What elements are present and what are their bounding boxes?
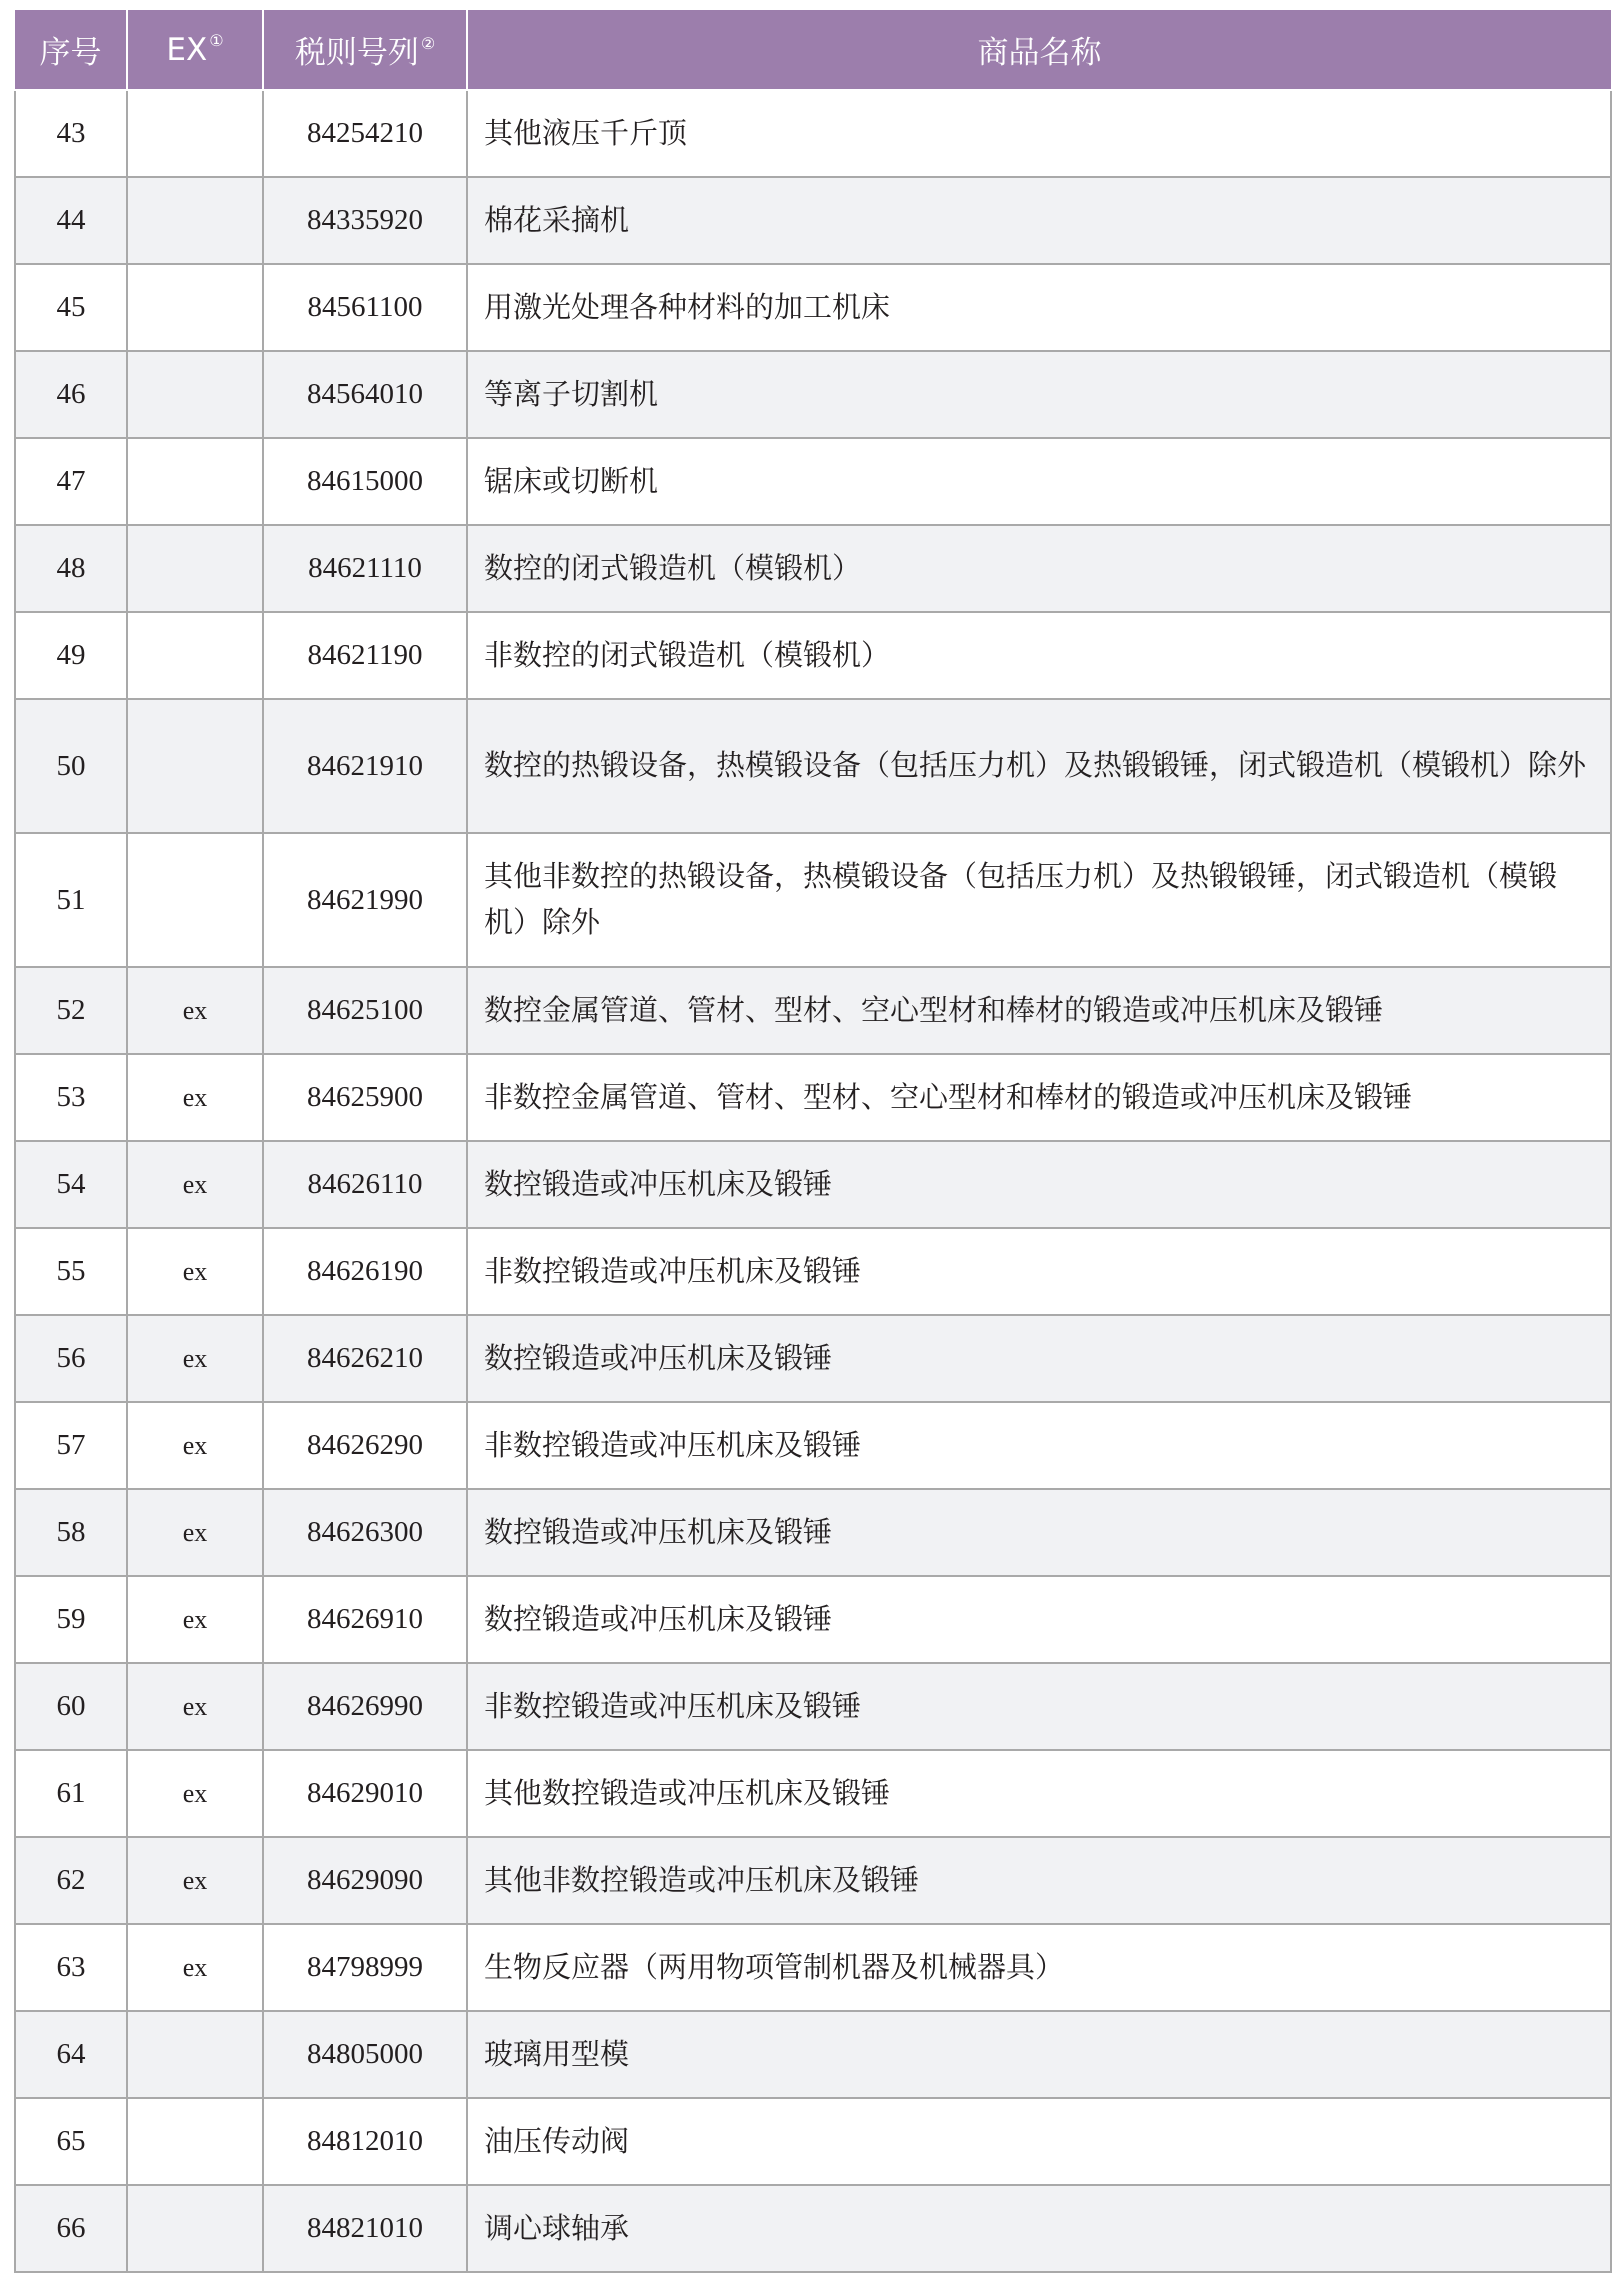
table-row	[15, 1576, 1611, 1663]
cell-ex	[127, 525, 263, 612]
cell-seq: 44	[15, 177, 127, 264]
table-row	[15, 1924, 1611, 2011]
table-row	[15, 1489, 1611, 1576]
cell-tariff-code: 84626190	[263, 1228, 467, 1315]
cell-tariff-code: 84626910	[263, 1576, 467, 1663]
cell-ex: ex	[127, 1054, 263, 1141]
cell-tariff-code: 84629010	[263, 1750, 467, 1837]
cell-seq: 61	[15, 1750, 127, 1837]
cell-tariff-code: 84821010	[263, 2185, 467, 2272]
cell-product-name: 数控锻造或冲压机床及锻锤	[467, 1489, 1611, 1576]
cell-ex	[127, 177, 263, 264]
cell-ex	[127, 351, 263, 438]
cell-product-name: 非数控锻造或冲压机床及锻锤	[467, 1402, 1611, 1489]
cell-seq: 50	[15, 699, 127, 833]
cell-seq: 46	[15, 351, 127, 438]
footnote-marker-2: ②	[420, 34, 436, 53]
cell-product-name: 用激光处理各种材料的加工机床	[467, 264, 1611, 351]
cell-ex: ex	[127, 1489, 263, 1576]
cell-seq: 56	[15, 1315, 127, 1402]
cell-product-name: 数控锻造或冲压机床及锻锤	[467, 1576, 1611, 1663]
cell-seq: 66	[15, 2185, 127, 2272]
cell-product-name: 其他数控锻造或冲压机床及锻锤	[467, 1750, 1611, 1837]
cell-ex	[127, 699, 263, 833]
cell-tariff-code: 84561100	[263, 264, 467, 351]
table-row	[15, 2098, 1611, 2185]
cell-product-name: 数控锻造或冲压机床及锻锤	[467, 1141, 1611, 1228]
cell-tariff-code: 84626300	[263, 1489, 467, 1576]
cell-tariff-code: 84615000	[263, 438, 467, 525]
header-tariff-code: 税则号列 ②	[263, 10, 467, 90]
cell-product-name: 其他非数控的热锻设备，热模锻设备（包括压力机）及热锻锻锤，闭式锻造机（模锻机）除外	[467, 833, 1611, 967]
table-row	[15, 1663, 1611, 1750]
cell-seq: 63	[15, 1924, 127, 2011]
cell-seq: 57	[15, 1402, 127, 1489]
table-row	[15, 612, 1611, 699]
cell-seq: 52	[15, 967, 127, 1054]
table-row	[15, 264, 1611, 351]
cell-product-name: 非数控的闭式锻造机（模锻机）	[467, 612, 1611, 699]
cell-tariff-code: 84626290	[263, 1402, 467, 1489]
cell-ex	[127, 2185, 263, 2272]
cell-tariff-code: 84621910	[263, 699, 467, 833]
cell-product-name: 数控锻造或冲压机床及锻锤	[467, 1315, 1611, 1402]
header-product-name: 商品名称	[467, 10, 1611, 90]
cell-tariff-code: 84626110	[263, 1141, 467, 1228]
cell-ex: ex	[127, 1228, 263, 1315]
cell-tariff-code: 84805000	[263, 2011, 467, 2098]
cell-tariff-code: 84626210	[263, 1315, 467, 1402]
cell-seq: 59	[15, 1576, 127, 1663]
cell-tariff-code: 84798999	[263, 1924, 467, 2011]
cell-ex: ex	[127, 1924, 263, 2011]
table-row	[15, 1054, 1611, 1141]
cell-tariff-code: 84625100	[263, 967, 467, 1054]
cell-product-name: 数控的闭式锻造机（模锻机）	[467, 525, 1611, 612]
table-row	[15, 2011, 1611, 2098]
cell-tariff-code: 84629090	[263, 1837, 467, 1924]
cell-seq: 45	[15, 264, 127, 351]
header-row	[15, 10, 1611, 90]
cell-seq: 65	[15, 2098, 127, 2185]
cell-ex: ex	[127, 1663, 263, 1750]
cell-tariff-code: 84621990	[263, 833, 467, 967]
table-body	[15, 90, 1611, 2272]
cell-ex: ex	[127, 1315, 263, 1402]
table-row	[15, 177, 1611, 264]
cell-seq: 54	[15, 1141, 127, 1228]
cell-tariff-code: 84626990	[263, 1663, 467, 1750]
table-row	[15, 2185, 1611, 2272]
table-row	[15, 1228, 1611, 1315]
cell-tariff-code: 84564010	[263, 351, 467, 438]
cell-product-name: 其他非数控锻造或冲压机床及锻锤	[467, 1837, 1611, 1924]
table-row	[15, 833, 1611, 967]
header-seq: 序号	[15, 10, 127, 90]
cell-ex	[127, 264, 263, 351]
cell-seq: 48	[15, 525, 127, 612]
cell-ex: ex	[127, 1750, 263, 1837]
cell-ex: ex	[127, 1141, 263, 1228]
cell-seq: 60	[15, 1663, 127, 1750]
cell-product-name: 玻璃用型模	[467, 2011, 1611, 2098]
cell-product-name: 等离子切割机	[467, 351, 1611, 438]
footnote-marker-1: ①	[209, 31, 224, 50]
header-ex: EX ①	[127, 10, 263, 90]
tariff-table	[14, 10, 1612, 2273]
table-row	[15, 1315, 1611, 1402]
cell-seq: 51	[15, 833, 127, 967]
cell-seq: 64	[15, 2011, 127, 2098]
cell-tariff-code: 84812010	[263, 2098, 467, 2185]
cell-ex	[127, 90, 263, 177]
cell-tariff-code: 84621190	[263, 612, 467, 699]
cell-ex: ex	[127, 967, 263, 1054]
cell-product-name: 数控的热锻设备，热模锻设备（包括压力机）及热锻锻锤，闭式锻造机（模锻机）除外	[467, 699, 1611, 833]
cell-product-name: 油压传动阀	[467, 2098, 1611, 2185]
cell-ex	[127, 438, 263, 525]
cell-product-name: 棉花采摘机	[467, 177, 1611, 264]
table-row	[15, 699, 1611, 833]
table-header	[15, 10, 1611, 90]
cell-product-name: 数控金属管道、管材、型材、空心型材和棒材的锻造或冲压机床及锻锤	[467, 967, 1611, 1054]
table-row	[15, 1402, 1611, 1489]
cell-product-name: 非数控金属管道、管材、型材、空心型材和棒材的锻造或冲压机床及锻锤	[467, 1054, 1611, 1141]
cell-seq: 58	[15, 1489, 127, 1576]
cell-product-name: 其他液压千斤顶	[467, 90, 1611, 177]
cell-ex: ex	[127, 1837, 263, 1924]
table-row	[15, 438, 1611, 525]
cell-product-name: 调心球轴承	[467, 2185, 1611, 2272]
cell-ex: ex	[127, 1402, 263, 1489]
cell-product-name: 生物反应器（两用物项管制机器及机械器具）	[467, 1924, 1611, 2011]
cell-seq: 53	[15, 1054, 127, 1141]
cell-tariff-code: 84625900	[263, 1054, 467, 1141]
cell-seq: 62	[15, 1837, 127, 1924]
cell-tariff-code: 84621110	[263, 525, 467, 612]
cell-ex: ex	[127, 1576, 263, 1663]
cell-product-name: 非数控锻造或冲压机床及锻锤	[467, 1228, 1611, 1315]
cell-ex	[127, 2011, 263, 2098]
cell-seq: 43	[15, 90, 127, 177]
table-row	[15, 90, 1611, 177]
table-row	[15, 351, 1611, 438]
table-row	[15, 1750, 1611, 1837]
cell-seq: 49	[15, 612, 127, 699]
cell-seq: 47	[15, 438, 127, 525]
cell-ex	[127, 612, 263, 699]
table-row	[15, 1141, 1611, 1228]
table-row	[15, 1837, 1611, 1924]
cell-tariff-code: 84254210	[263, 90, 467, 177]
cell-seq: 55	[15, 1228, 127, 1315]
cell-product-name: 非数控锻造或冲压机床及锻锤	[467, 1663, 1611, 1750]
table-row	[15, 967, 1611, 1054]
table-row	[15, 525, 1611, 612]
cell-ex	[127, 2098, 263, 2185]
cell-tariff-code: 84335920	[263, 177, 467, 264]
cell-product-name: 锯床或切断机	[467, 438, 1611, 525]
cell-ex	[127, 833, 263, 967]
